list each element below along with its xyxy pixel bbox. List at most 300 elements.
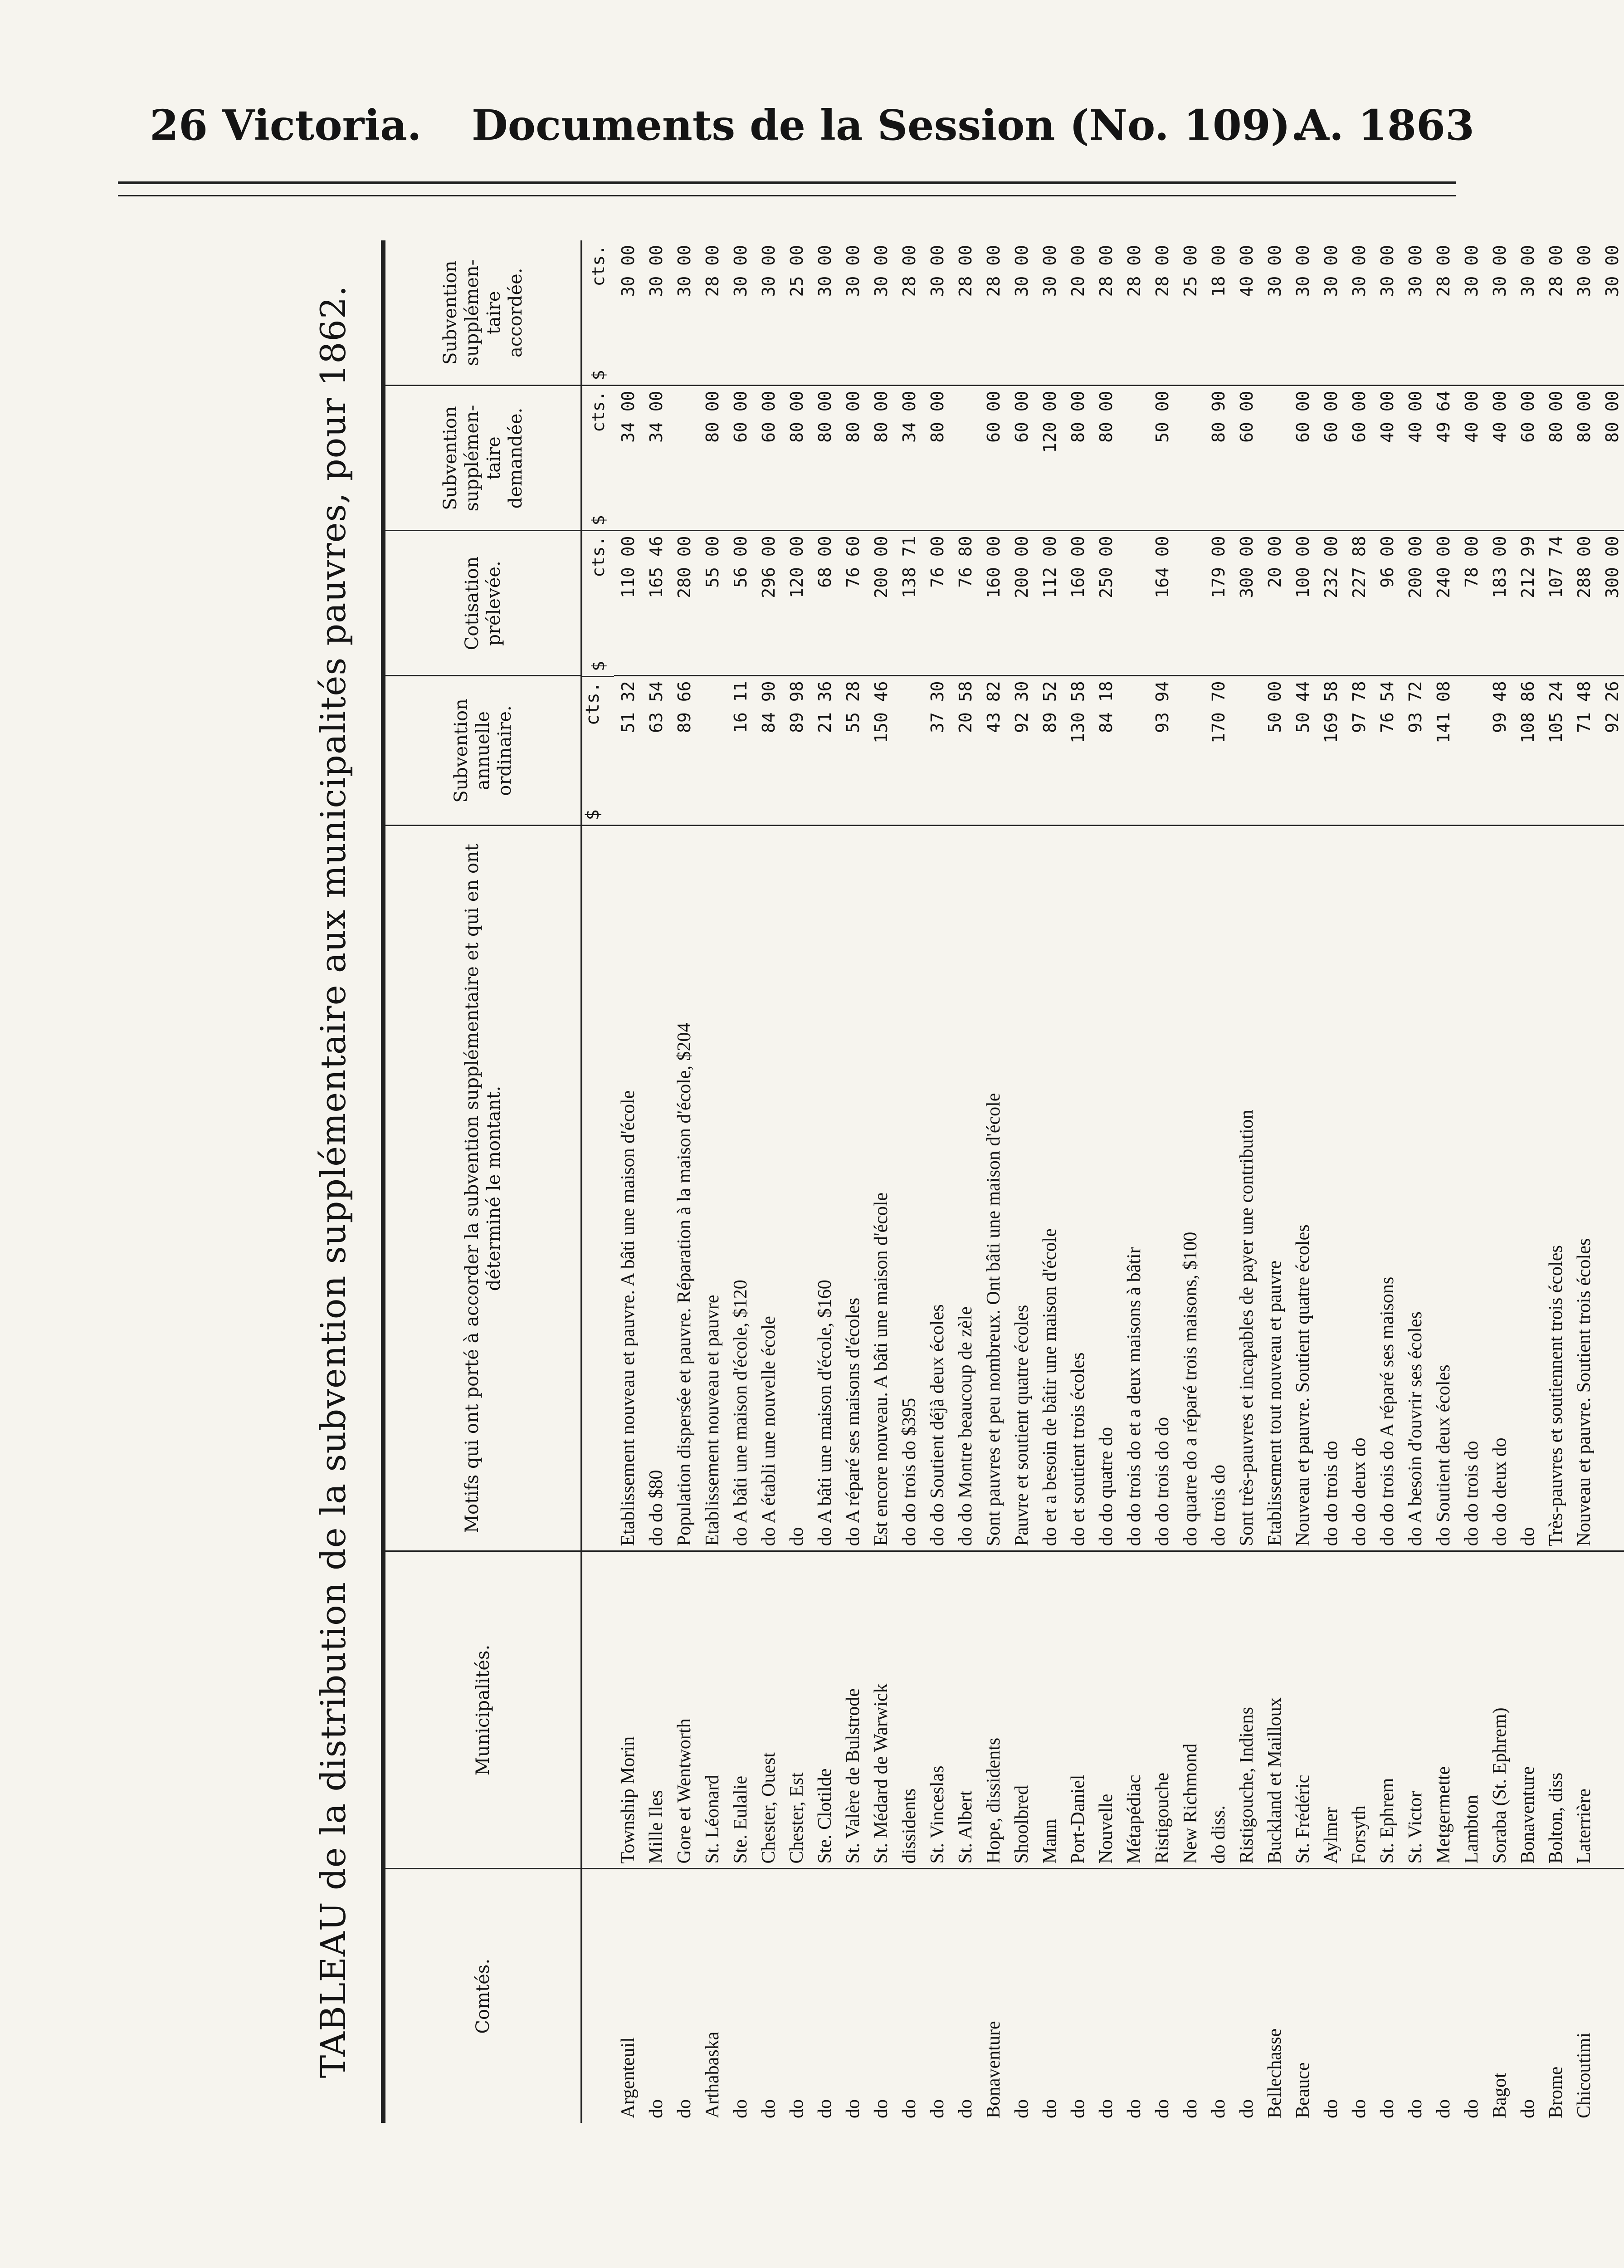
cell-accordee: 30 00 — [1490, 245, 1510, 297]
cell-motif: do do Montre beaucoup de zèle — [951, 826, 980, 1551]
cents-unit: cts. — [582, 682, 603, 726]
cell-accordee: 30 00 — [815, 245, 835, 297]
cell-subvention-ordinaire: 93 72 — [1401, 676, 1429, 826]
cell-municipalite: St. Frédéric — [1289, 1551, 1317, 1869]
cell-comte: Beauce — [1289, 1869, 1317, 2123]
cell-demandee: 60 00 — [980, 386, 1008, 531]
cell-subvention-ordinaire — [1120, 676, 1148, 826]
cell-accordee: 30 00 — [1518, 245, 1538, 297]
rotated-table-page — [299, 240, 1622, 2123]
cell-motif: Etablissement nouveau et pauvre. A bâti une maison d'école — [614, 826, 642, 1551]
table-row — [1401, 240, 1429, 2123]
cell-municipalite: Hope, dissidents — [980, 1551, 1008, 1869]
cell-accordee: 30 00 — [843, 245, 863, 297]
table-row — [1092, 240, 1120, 2123]
cell-cotisation: 138 71 — [895, 531, 923, 676]
cell-municipalite: Aylmer — [1317, 1551, 1345, 1869]
cell-cotisation: 200 00 — [1401, 531, 1429, 676]
cell-demandee: 40 00 — [1458, 386, 1486, 531]
cell-comte: do — [727, 1869, 755, 2123]
table-row — [1120, 240, 1148, 2123]
cell-cotisation: 20 00 — [1261, 531, 1289, 676]
cell-comte: do — [670, 1869, 698, 2123]
cell-subvention-ordinaire — [895, 676, 923, 826]
cell-subvention-ordinaire: 130 58 — [1064, 676, 1092, 826]
cell-comte: Bellechasse — [1261, 1869, 1289, 2123]
cell-demandee: 60 00 — [1345, 386, 1373, 531]
cell-municipalite: Ste. Clotilde — [811, 1551, 839, 1869]
cell-demandee: 50 00 — [1148, 386, 1176, 531]
cell-comte: do — [923, 1869, 951, 2123]
cell-subvention-ordinaire: 50 00 — [1261, 676, 1289, 826]
cell-accordee: 30 00 — [1321, 245, 1341, 297]
cell-motif: do A besoin d'ouvrir ses écoles — [1401, 826, 1429, 1551]
unit-label — [582, 676, 614, 825]
cell-accordee: 30 00 — [1293, 245, 1313, 297]
cell-motif: do do trois do A réparé ses maisons — [1373, 826, 1401, 1551]
cell-municipalite: Ristigouche, Indiens — [1233, 1551, 1261, 1869]
cell-subvention-ordinaire — [1233, 676, 1261, 826]
cell-demandee: 60 00 — [1008, 386, 1036, 531]
col-header-motifs: Motifs qui ont porté à accorder la subvention supplémentaire et qui en ont déterminé le montant. — [383, 826, 581, 1551]
cell-motif: Nouveau et pauvre. Soutient quatre écoles — [1289, 826, 1317, 1551]
cell-motif: do do quatre do — [1092, 826, 1120, 1551]
table-row — [698, 240, 727, 2123]
cell-comte: do — [1092, 1869, 1120, 2123]
cell-subvention-ordinaire: 92 30 — [1008, 676, 1036, 826]
cell-accordee: 30 00 — [674, 245, 694, 297]
cell-demandee: 40 00 — [1486, 386, 1514, 531]
cell-municipalite: New Richmond — [1176, 1551, 1205, 1869]
cell-accordee: 28 00 — [1434, 245, 1453, 297]
cell-motif: Sont pauvres et peu nombreux. Ont bâti une maison d'école — [980, 826, 1008, 1551]
cell-motif: do — [1514, 826, 1542, 1551]
cell-comte: do — [839, 1869, 867, 2123]
cell-comte: do — [1345, 1869, 1373, 2123]
cell-municipalite: Township Morin — [614, 1551, 642, 1869]
cell-accordee: 18 00 — [1209, 245, 1229, 297]
cell-comte: do — [755, 1869, 783, 2123]
cell-accordee: 30 00 — [759, 245, 779, 297]
cell-subvention-ordinaire: 89 52 — [1036, 676, 1064, 826]
col-header-subvention-ordinaire: Subvention annuelle ordinaire. — [383, 676, 581, 826]
cell-motif: Etablissement nouveau et pauvre — [698, 826, 727, 1551]
cell-municipalite: St. Valère de Bulstrode — [839, 1551, 867, 1869]
cell-motif — [1598, 826, 1624, 1551]
cell-comte: do — [1458, 1869, 1486, 2123]
cell-motif: do quatre do a réparé trois maisons, $100 — [1176, 826, 1205, 1551]
cell-municipalite: Buckland et Mailloux — [1261, 1551, 1289, 1869]
cell-cotisation: 250 00 — [1092, 531, 1120, 676]
cell-subvention-ordinaire — [1176, 676, 1205, 826]
cell-motif: do A bâti une maison d'école, $120 — [727, 826, 755, 1551]
cell-subvention-ordinaire: 108 86 — [1514, 676, 1542, 826]
cell-demandee: 80 00 — [1064, 386, 1092, 531]
cell-demandee: 80 00 — [1542, 386, 1570, 531]
cell-cotisation: 78 00 — [1458, 531, 1486, 676]
cell-motif: do do trois do — [1458, 826, 1486, 1551]
col-header-demandee: Subvention supplémen-taire demandée. — [383, 386, 581, 531]
cell-subvention-ordinaire: 84 18 — [1092, 676, 1120, 826]
table-row — [755, 240, 783, 2123]
cell-accordee: 30 00 — [1602, 245, 1622, 297]
cell-cotisation: 100 00 — [1289, 531, 1317, 676]
cell-demandee: 60 00 — [755, 386, 783, 531]
cell-accordee: 20 00 — [1068, 245, 1088, 297]
cell-cotisation: 300 00 — [1233, 531, 1261, 676]
cell-comte: do — [1514, 1869, 1542, 2123]
cell-municipalite: Chester, Est — [783, 1551, 811, 1869]
cell-comte: do — [642, 1869, 670, 2123]
cell-motif: Sont très-pauvres et incapables de payer une contribution — [1233, 826, 1261, 1551]
cell-comte: do — [1120, 1869, 1148, 2123]
table-row — [839, 240, 867, 2123]
cell-accordee: 28 00 — [1096, 245, 1116, 297]
cell-comte: do — [867, 1869, 895, 2123]
cell-comte: do — [1176, 1869, 1205, 2123]
cell-comte: Chicoutimi — [1570, 1869, 1598, 2123]
cell-demandee — [1120, 386, 1148, 531]
col-header-municipalites: Municipalités. — [383, 1551, 581, 1869]
cents-unit: cts. — [588, 245, 608, 287]
cell-demandee: 80 00 — [1598, 386, 1624, 531]
running-head-left: 26 Victoria. — [150, 101, 422, 150]
table-row — [727, 240, 755, 2123]
cell-cotisation: 200 00 — [1008, 531, 1036, 676]
table-row — [923, 240, 951, 2123]
cell-demandee: 80 00 — [839, 386, 867, 531]
cell-accordee: 28 00 — [956, 245, 975, 297]
cell-municipalite: Metgermette — [1429, 1551, 1458, 1869]
table-row — [1542, 240, 1570, 2123]
cell-motif: Nouveau et pauvre. Soutient trois écoles — [1570, 826, 1598, 1551]
cell-municipalite: Bolton, diss — [1542, 1551, 1570, 1869]
table-title: TABLEAU de la distribution de la subvention supplémentaire aux municipalités pauvres, pour 1862. — [313, 285, 353, 2078]
table-row — [1233, 240, 1261, 2123]
cell-demandee: 40 00 — [1401, 386, 1429, 531]
cell-municipalite: Lambton — [1458, 1551, 1486, 1869]
cell-cotisation: 112 00 — [1036, 531, 1064, 676]
cell-subvention-ordinaire: 89 98 — [783, 676, 811, 826]
cell-demandee: 120 00 — [1036, 386, 1064, 531]
table-row — [1429, 240, 1458, 2123]
cell-accordee: 30 00 — [731, 245, 751, 297]
cell-cotisation: 280 00 — [670, 531, 698, 676]
cell-comte: do — [951, 1869, 980, 2123]
cell-motif: do do trois do $395 — [895, 826, 923, 1551]
cell-comte: Arthabaska — [698, 1869, 727, 2123]
cell-comte: do — [1008, 1869, 1036, 2123]
table-body — [614, 240, 1624, 2123]
cell-subvention-ordinaire: 37 30 — [923, 676, 951, 826]
cell-subvention-ordinaire: 170 70 — [1205, 676, 1233, 826]
cell-motif: do do Soutient déjà deux écoles — [923, 826, 951, 1551]
cell-subvention-ordinaire: 21 36 — [811, 676, 839, 826]
cell-motif: do A bâti une maison d'école, $160 — [811, 826, 839, 1551]
cell-comte: do — [1233, 1869, 1261, 2123]
cell-subvention-ordinaire: 51 32 — [614, 676, 642, 826]
cell-demandee — [1261, 386, 1289, 531]
table-row — [895, 240, 923, 2123]
cell-accordee: 30 00 — [1405, 245, 1425, 297]
cell-comte: do — [811, 1869, 839, 2123]
table-row — [1486, 240, 1514, 2123]
cell-municipalite: Mille Iles — [642, 1551, 670, 1869]
cell-subvention-ordinaire: 89 66 — [670, 676, 698, 826]
cell-comte: do — [1036, 1869, 1064, 2123]
cell-municipalite: St. Léonard — [698, 1551, 727, 1869]
table-row — [1036, 240, 1064, 2123]
cell-motif: do trois do — [1205, 826, 1233, 1551]
cell-demandee: 34 00 — [642, 386, 670, 531]
cell-comte: do — [1205, 1869, 1233, 2123]
cell-municipalite: St. Victor — [1401, 1551, 1429, 1869]
cell-accordee: 30 00 — [1040, 245, 1060, 297]
cell-motif: Est encore nouveau. A bâti une maison d'école — [867, 826, 895, 1551]
cell-comte: Bagot — [1486, 1869, 1514, 2123]
col-header-accordee: Subvention supplémen-taire accordée. — [383, 240, 581, 386]
cell-subvention-ordinaire: 16 11 — [727, 676, 755, 826]
table-row — [670, 240, 698, 2123]
table-row — [1458, 240, 1486, 2123]
table-row — [1289, 240, 1317, 2123]
table-row — [811, 240, 839, 2123]
cell-demandee — [670, 386, 698, 531]
cell-demandee: 80 00 — [811, 386, 839, 531]
table-row — [980, 240, 1008, 2123]
cell-cotisation: 107 74 — [1542, 531, 1570, 676]
cell-accordee: 28 00 — [899, 245, 919, 297]
cell-accordee: 30 00 — [1462, 245, 1482, 297]
table-row — [1317, 240, 1345, 2123]
cell-demandee: 60 00 — [1289, 386, 1317, 531]
cell-subvention-ordinaire: 92 26 — [1598, 676, 1624, 826]
cell-comte: do — [895, 1869, 923, 2123]
cell-motif: Etablissement tout nouveau et pauvre — [1261, 826, 1289, 1551]
cell-motif: do do $80 — [642, 826, 670, 1551]
dollar-unit: $ — [588, 370, 608, 381]
table-row — [614, 240, 642, 2123]
table-row — [1148, 240, 1176, 2123]
cell-subvention-ordinaire: 43 82 — [980, 676, 1008, 826]
cell-subvention-ordinaire: 84 90 — [755, 676, 783, 826]
cell-municipalite: Ristigouche — [1148, 1551, 1176, 1869]
cell-accordee: 25 00 — [787, 245, 807, 297]
cell-motif: do do trois do do — [1148, 826, 1176, 1551]
cell-municipalite: Métapédiac — [1120, 1551, 1148, 1869]
running-head-right: A. 1863 — [1297, 101, 1474, 150]
cell-motif: do Soutient deux écoles — [1429, 826, 1458, 1551]
cell-cotisation — [1176, 531, 1205, 676]
cell-subvention-ordinaire: 20 58 — [951, 676, 980, 826]
cell-accordee: 30 00 — [871, 245, 891, 297]
cell-motif: do A réparé ses maisons d'écoles — [839, 826, 867, 1551]
cell-demandee: 80 00 — [783, 386, 811, 531]
cell-motif: do — [783, 826, 811, 1551]
cell-cotisation: 120 00 — [783, 531, 811, 676]
distribution-table — [381, 240, 1624, 2123]
cell-municipalite: St. Médard de Warwick — [867, 1551, 895, 1869]
cell-cotisation: 76 00 — [923, 531, 951, 676]
cell-comte: do — [1148, 1869, 1176, 2123]
table-row — [1570, 240, 1598, 2123]
cell-demandee: 80 00 — [923, 386, 951, 531]
cell-municipalite: Ste. Eulalie — [727, 1551, 755, 1869]
cell-comte: do — [1429, 1869, 1458, 2123]
cell-demandee — [1176, 386, 1205, 531]
table-row — [951, 240, 980, 2123]
cell-cotisation: 232 00 — [1317, 531, 1345, 676]
cell-subvention-ordinaire — [1458, 676, 1486, 826]
table-row — [1373, 240, 1401, 2123]
cell-comte: do — [1064, 1869, 1092, 2123]
cell-motif: do et a besoin de bâtir une maison d'école — [1036, 826, 1064, 1551]
cell-cotisation: 110 00 — [614, 531, 642, 676]
running-head-center: Documents de la Session (No. 109). — [472, 101, 1305, 150]
cell-municipalite: St. Vinceslas — [923, 1551, 951, 1869]
cell-accordee: 28 00 — [1546, 245, 1566, 297]
cell-demandee: 60 00 — [1317, 386, 1345, 531]
col-header-comtes: Comtés. — [383, 1869, 581, 2123]
cell-accordee: 30 00 — [927, 245, 947, 297]
cell-cotisation: 68 00 — [811, 531, 839, 676]
cell-motif: do do trois do — [1317, 826, 1345, 1551]
cell-demandee: 60 00 — [1233, 386, 1261, 531]
cell-cotisation: 96 00 — [1373, 531, 1401, 676]
col-header-cotisation: Cotisation prélevée. — [383, 531, 581, 676]
cell-cotisation: 160 00 — [980, 531, 1008, 676]
cell-cotisation: 76 80 — [951, 531, 980, 676]
table-row — [1598, 240, 1624, 2123]
cell-municipalite: Shoolbred — [1008, 1551, 1036, 1869]
cell-comte: Bonaventure — [980, 1869, 1008, 2123]
cell-demandee: 80 00 — [698, 386, 727, 531]
cell-municipalite: Nouvelle — [1092, 1551, 1120, 1869]
cell-municipalite: St. Albert — [951, 1551, 980, 1869]
cents-unit: cts. — [588, 536, 608, 578]
cell-comte — [1598, 1869, 1624, 2123]
cell-cotisation: 296 00 — [755, 531, 783, 676]
cell-municipalite — [1598, 1551, 1624, 1869]
cell-motif: do A établi une nouvelle école — [755, 826, 783, 1551]
cell-municipalite: Bonaventure — [1514, 1551, 1542, 1869]
cell-cotisation: 212 99 — [1514, 531, 1542, 676]
cell-subvention-ordinaire: 105 24 — [1542, 676, 1570, 826]
table-row — [1008, 240, 1036, 2123]
table-row — [783, 240, 811, 2123]
cell-demandee: 34 00 — [614, 386, 642, 531]
cell-motif: do do deux do — [1345, 826, 1373, 1551]
cell-subvention-ordinaire: 63 54 — [642, 676, 670, 826]
cell-accordee: 30 00 — [618, 245, 638, 297]
cell-subvention-ordinaire: 97 78 — [1345, 676, 1373, 826]
cell-subvention-ordinaire: 93 94 — [1148, 676, 1176, 826]
table-row — [1064, 240, 1092, 2123]
cell-cotisation: 200 00 — [867, 531, 895, 676]
dollar-unit: $ — [582, 809, 603, 821]
cell-accordee: 40 00 — [1237, 245, 1257, 297]
cell-municipalite: Soraba (St. Ephrem) — [1486, 1551, 1514, 1869]
cell-cotisation: 160 00 — [1064, 531, 1092, 676]
cell-cotisation: 164 00 — [1148, 531, 1176, 676]
table-row — [642, 240, 670, 2123]
cell-motif: Population dispersée et pauvre. Réparation à la maison d'école, $204 — [670, 826, 698, 1551]
cell-subvention-ordinaire: 150 46 — [867, 676, 895, 826]
cell-subvention-ordinaire: 55 28 — [839, 676, 867, 826]
cell-accordee: 30 00 — [646, 245, 666, 297]
cell-cotisation: 240 00 — [1429, 531, 1458, 676]
table-row — [1176, 240, 1205, 2123]
cell-subvention-ordinaire: 50 44 — [1289, 676, 1317, 826]
cell-demandee: 60 00 — [727, 386, 755, 531]
cell-motif: do do deux do — [1486, 826, 1514, 1551]
cell-demandee: 49 64 — [1429, 386, 1458, 531]
cell-demandee: 80 00 — [1092, 386, 1120, 531]
cell-accordee: 28 00 — [702, 245, 722, 297]
cell-cotisation: 76 60 — [839, 531, 867, 676]
cell-subvention-ordinaire: 141 08 — [1429, 676, 1458, 826]
cell-municipalite: Laterrière — [1570, 1551, 1598, 1869]
cell-accordee: 28 00 — [1152, 245, 1172, 297]
cell-accordee: 30 00 — [1377, 245, 1397, 297]
table-row — [1345, 240, 1373, 2123]
cell-demandee: 40 00 — [1373, 386, 1401, 531]
cell-comte: do — [783, 1869, 811, 2123]
cell-motif: do do trois do et a deux maisons à bâtir — [1120, 826, 1148, 1551]
cell-municipalite: Forsyth — [1345, 1551, 1373, 1869]
cents-unit: cts. — [588, 391, 608, 433]
table-row — [1261, 240, 1289, 2123]
cell-motif: Pauvre et soutient quatre écoles — [1008, 826, 1036, 1551]
cell-municipalite: Mann — [1036, 1551, 1064, 1869]
cell-demandee: 80 90 — [1205, 386, 1233, 531]
cell-comte: do — [1317, 1869, 1345, 2123]
cell-subvention-ordinaire — [698, 676, 727, 826]
cell-demandee: 60 00 — [1514, 386, 1542, 531]
cell-demandee — [951, 386, 980, 531]
cell-demandee: 80 00 — [1570, 386, 1598, 531]
table-row — [1205, 240, 1233, 2123]
cell-cotisation: 56 00 — [727, 531, 755, 676]
table-row — [867, 240, 895, 2123]
dollar-unit: $ — [588, 515, 608, 526]
cell-accordee: 30 00 — [1265, 245, 1285, 297]
cell-cotisation: 179 00 — [1205, 531, 1233, 676]
cell-municipalite: do diss. — [1205, 1551, 1233, 1869]
cell-accordee: 25 00 — [1180, 245, 1200, 297]
cell-comte: do — [1401, 1869, 1429, 2123]
cell-cotisation: 227 88 — [1345, 531, 1373, 676]
cell-municipalite: Gore et Wentworth — [670, 1551, 698, 1869]
cell-motif: do et soutient trois écoles — [1064, 826, 1092, 1551]
cell-municipalite: St. Ephrem — [1373, 1551, 1401, 1869]
cell-accordee: 30 00 — [1349, 245, 1369, 297]
cell-comte: Brome — [1542, 1869, 1570, 2123]
cell-cotisation: 55 00 — [698, 531, 727, 676]
cell-demandee: 34 00 — [895, 386, 923, 531]
cell-cotisation: 288 00 — [1570, 531, 1598, 676]
cell-subvention-ordinaire: 169 58 — [1317, 676, 1345, 826]
cell-municipalite: Chester, Ouest — [755, 1551, 783, 1869]
cell-comte: Argenteuil — [614, 1869, 642, 2123]
cell-motif: Très-pauvres et soutiennent trois écoles — [1542, 826, 1570, 1551]
cell-accordee: 30 00 — [1012, 245, 1032, 297]
cell-subvention-ordinaire: 71 48 — [1570, 676, 1598, 826]
cell-cotisation: 300 00 — [1598, 531, 1624, 676]
cell-cotisation: 183 00 — [1486, 531, 1514, 676]
cell-accordee: 28 00 — [1124, 245, 1144, 297]
cell-cotisation: 165 46 — [642, 531, 670, 676]
